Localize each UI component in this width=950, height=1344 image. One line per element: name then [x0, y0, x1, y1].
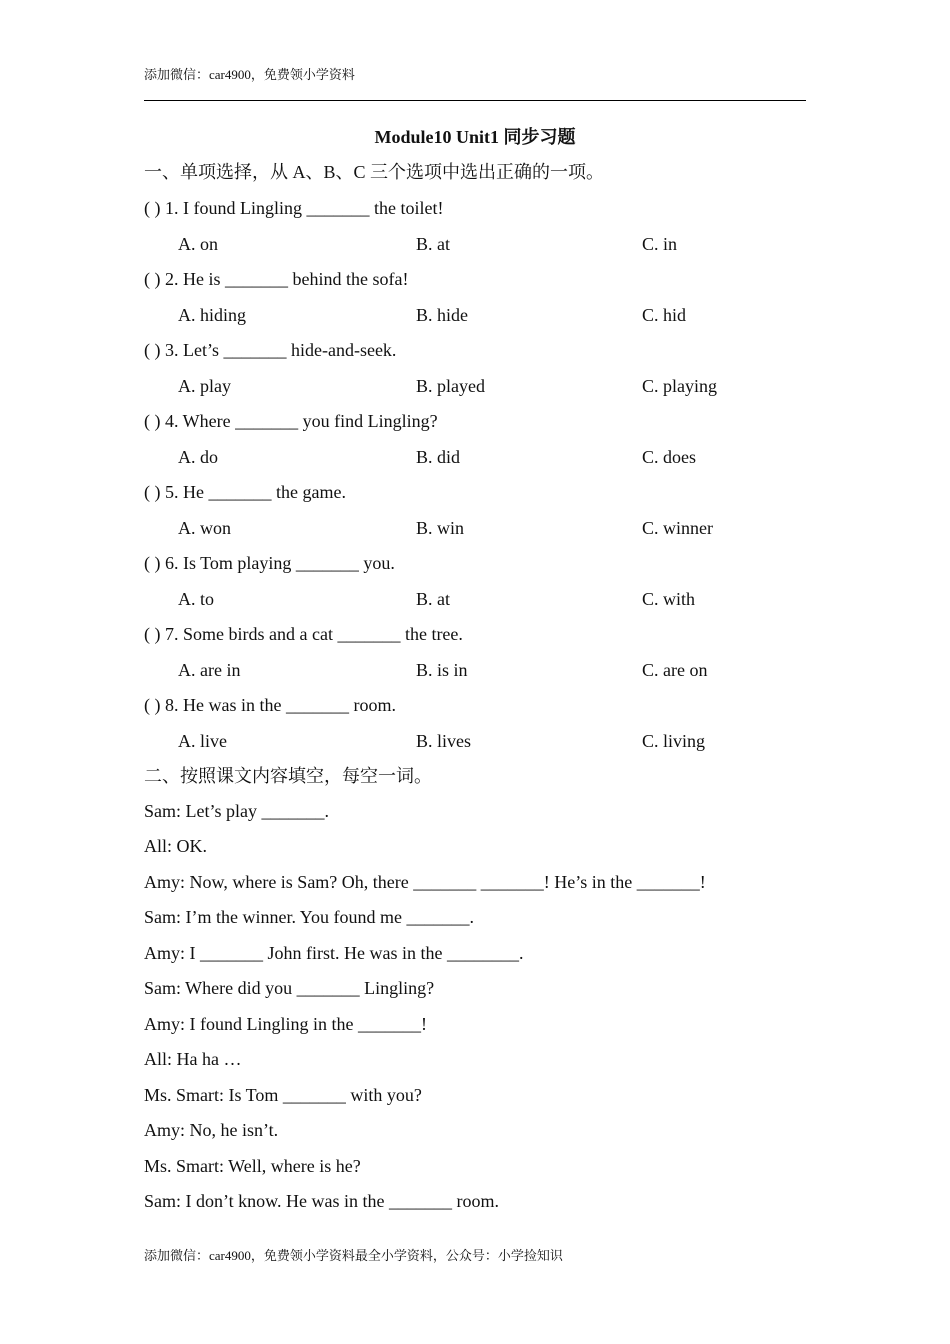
footer-note: 添加微信：car4900，免费领小学资料最全小学资料，公众号：小学捡知识 [144, 1248, 563, 1263]
question-7-option-b: B. is in [416, 660, 468, 680]
question-1-option-c: C. in [642, 234, 678, 254]
question-1-option-b: B. at [416, 234, 450, 254]
dialogue-line: Sam: I’m the winner. You found me _______. [144, 907, 474, 927]
question-6-option-b: B. at [416, 589, 450, 609]
question-8-option-c: C. living [642, 731, 706, 751]
header-divider [144, 100, 806, 101]
question-6-option-a: A. to [178, 589, 214, 609]
question-5-option-b: B. win [416, 518, 465, 538]
dialogue-line: Ms. Smart: Well, where is he? [144, 1156, 361, 1176]
dialogue-line: Amy: Now, where is Sam? Oh, there _______ _______! He’s in the _______! [144, 872, 706, 892]
question-2-option-c: C. hid [642, 305, 687, 325]
question-7-stem: ( ) 7. Some birds and a cat _______ the tree. [144, 624, 463, 644]
question-4-option-a: A. do [178, 447, 218, 467]
dialogue-line: Amy: I found Lingling in the _______! [144, 1014, 427, 1034]
dialogue-line: Amy: No, he isn’t. [144, 1120, 279, 1140]
question-3-option-c: C. playing [642, 376, 717, 396]
question-5-option-c: C. winner [642, 518, 713, 538]
dialogue-line: Sam: Let’s play _______. [144, 801, 329, 821]
header-note: 添加微信：car4900，免费领小学资料 [144, 67, 355, 82]
question-8-option-a: A. live [178, 731, 227, 751]
question-7-option-a: A. are in [178, 660, 241, 680]
dialogue-line: All: OK. [144, 836, 207, 856]
question-7-option-c: C. are on [642, 660, 708, 680]
question-3-stem: ( ) 3. Let’s _______ hide-and-seek. [144, 340, 397, 360]
page-title: Module10 Unit1 同步习题 [374, 127, 576, 147]
question-6-stem: ( ) 6. Is Tom playing _______ you. [144, 553, 395, 573]
question-6-option-c: C. with [642, 589, 696, 609]
question-5-option-a: A. won [178, 518, 231, 538]
question-2-option-b: B. hide [416, 305, 468, 325]
section1-heading: 一、单项选择，从 A、B、C 三个选项中选出正确的一项。 [144, 162, 605, 182]
question-5-stem: ( ) 5. He _______ the game. [144, 482, 346, 502]
question-3-option-b: B. played [416, 376, 485, 396]
question-2-stem: ( ) 2. He is _______ behind the sofa! [144, 269, 409, 289]
question-3-option-a: A. play [178, 376, 231, 396]
question-4-option-b: B. did [416, 447, 461, 467]
question-8-option-b: B. lives [416, 731, 472, 751]
dialogue-line: Ms. Smart: Is Tom _______ with you? [144, 1085, 422, 1105]
dialogue-line: Sam: I don’t know. He was in the _______ room. [144, 1191, 499, 1211]
question-8-stem: ( ) 8. He was in the _______ room. [144, 695, 396, 715]
question-1-option-a: A. on [178, 234, 218, 254]
dialogue-line: All: Ha ha … [144, 1049, 242, 1069]
dialogue-line: Amy: I _______ John first. He was in the ________. [144, 943, 524, 963]
question-4-option-c: C. does [642, 447, 696, 467]
dialogue-line: Sam: Where did you _______ Lingling? [144, 978, 435, 998]
section2-heading: 二、按照课文内容填空，每空一词。 [144, 766, 432, 786]
question-2-option-a: A. hiding [178, 305, 247, 325]
question-1-stem: ( ) 1. I found Lingling _______ the toilet! [144, 198, 444, 218]
question-4-stem: ( ) 4. Where _______ you find Lingling? [144, 411, 438, 431]
